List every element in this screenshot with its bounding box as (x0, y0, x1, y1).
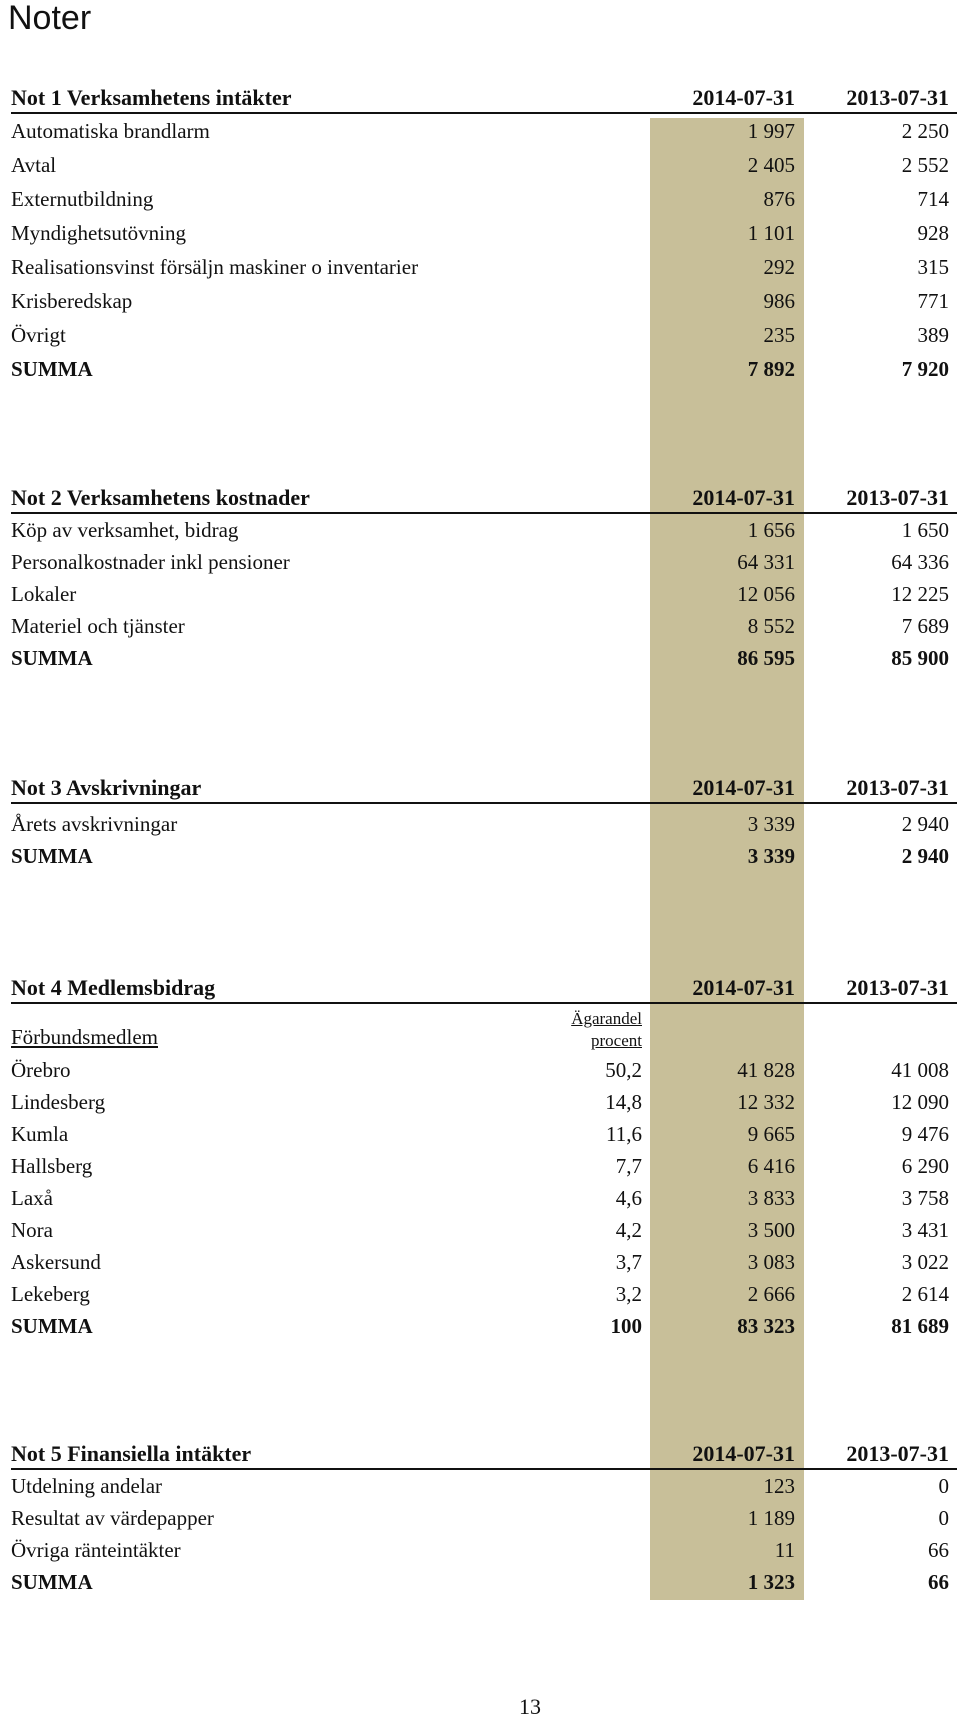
table-row (11, 1502, 957, 1534)
row-share-value: 4,2 (615, 1218, 642, 1242)
note-title: Not 3 Avskrivningar (11, 775, 202, 800)
row-share-value: 3,7 (615, 1250, 642, 1274)
share-caption-line: procent (591, 1031, 642, 1050)
row-current-value: 3 339 (747, 812, 795, 836)
sum-prior-value: 2 940 (901, 844, 949, 868)
note-5-financial-income-table (11, 1442, 957, 1598)
note-1-revenue-table (11, 86, 957, 386)
row-label: Externutbildning (11, 187, 154, 211)
row-current-value: 3 083 (747, 1250, 795, 1274)
column-header-prior: 2013-07-31 (846, 1441, 949, 1466)
row-current-value: 123 (763, 1474, 795, 1498)
row-share-value: 3,2 (615, 1282, 642, 1306)
note-3-depreciation-table (11, 776, 957, 872)
column-header-prior: 2013-07-31 (846, 85, 949, 110)
row-share-value: 11,6 (606, 1122, 642, 1146)
table-row (11, 148, 957, 182)
note-header (11, 486, 957, 514)
row-share-value: 14,8 (605, 1090, 642, 1114)
sum-prior-value: 66 (928, 1570, 949, 1594)
row-label: Lindesberg (11, 1090, 106, 1114)
row-prior-value: 3 431 (901, 1218, 949, 1242)
row-prior-value: 64 336 (891, 550, 949, 574)
row-prior-value: 1 650 (901, 518, 949, 542)
table-row (11, 1246, 957, 1278)
row-current-value: 2 405 (747, 153, 795, 177)
row-share-value: 7,7 (615, 1154, 642, 1178)
row-prior-value: 2 250 (901, 119, 949, 143)
sum-row (11, 642, 957, 674)
sum-prior-value: 7 920 (901, 357, 949, 381)
table-row (11, 546, 957, 578)
row-label: Utdelning andelar (11, 1474, 163, 1498)
row-label: Örebro (11, 1058, 71, 1082)
row-current-value: 876 (763, 187, 795, 211)
note-header (11, 1442, 957, 1470)
row-current-value: 3 833 (747, 1186, 795, 1210)
sum-label: SUMMA (11, 1570, 93, 1594)
sum-share-value: 100 (610, 1314, 642, 1338)
sum-current-value: 86 595 (737, 646, 795, 670)
row-current-value: 41 828 (737, 1058, 795, 1082)
row-label: Köp av verksamhet, bidrag (11, 518, 239, 542)
sum-current-value: 3 339 (747, 844, 795, 868)
table-row (11, 182, 957, 216)
row-prior-value: 9 476 (901, 1122, 949, 1146)
member-column-label: Förbundsmedlem (11, 1025, 158, 1049)
table-row (11, 610, 957, 642)
note-title: Not 1 Verksamhetens intäkter (11, 85, 292, 110)
row-label: Askersund (11, 1250, 101, 1274)
row-current-value: 2 666 (747, 1282, 795, 1306)
sum-prior-value: 85 900 (891, 646, 949, 670)
row-label: Övriga ränteintäkter (11, 1538, 181, 1562)
table-row (11, 1054, 957, 1086)
row-prior-value: 389 (917, 323, 949, 347)
note-2-costs-table (11, 486, 957, 674)
row-label: Myndighetsutövning (11, 221, 187, 245)
row-prior-value: 2 552 (901, 153, 949, 177)
row-current-value: 9 665 (747, 1122, 795, 1146)
note-header (11, 776, 957, 804)
row-label: Materiel och tjänster (11, 614, 185, 638)
table-row (11, 1278, 957, 1310)
table-row (11, 808, 957, 840)
sum-label: SUMMA (11, 1314, 93, 1338)
row-prior-value: 2 940 (901, 812, 949, 836)
table-row (11, 514, 957, 546)
sum-label: SUMMA (11, 844, 93, 868)
row-label: Resultat av värdepapper (11, 1506, 214, 1530)
row-share-value: 4,6 (615, 1186, 642, 1210)
row-prior-value: 315 (917, 255, 949, 279)
row-current-value: 292 (763, 255, 795, 279)
row-label: Kumla (11, 1122, 69, 1146)
row-prior-value: 6 290 (901, 1154, 949, 1178)
sum-current-value: 7 892 (747, 357, 795, 381)
row-label: Lekeberg (11, 1282, 90, 1306)
sum-row (11, 1566, 957, 1598)
row-prior-value: 928 (917, 221, 949, 245)
column-header-current: 2014-07-31 (692, 485, 795, 510)
table-row (11, 1214, 957, 1246)
table-row (11, 318, 957, 352)
row-prior-value: 12 090 (891, 1090, 949, 1114)
row-current-value: 12 332 (737, 1090, 795, 1114)
row-prior-value: 0 (938, 1474, 949, 1498)
row-current-value: 235 (763, 323, 795, 347)
note-header (11, 976, 957, 1004)
column-header-current: 2014-07-31 (692, 85, 795, 110)
note-title: Not 2 Verksamhetens kostnader (11, 485, 310, 510)
sum-row (11, 352, 957, 386)
row-label: Automatiska brandlarm (11, 119, 210, 143)
row-current-value: 6 416 (747, 1154, 795, 1178)
row-current-value: 3 500 (747, 1218, 795, 1242)
row-prior-value: 2 614 (901, 1282, 949, 1306)
row-label: Nora (11, 1218, 53, 1242)
row-label: Personalkostnader inkl pensioner (11, 550, 290, 574)
table-row (11, 1150, 957, 1182)
table-row (11, 578, 957, 610)
table-row (11, 250, 957, 284)
column-header-prior: 2013-07-31 (846, 485, 949, 510)
table-row (11, 284, 957, 318)
sum-row (11, 840, 957, 872)
page-heading: Noter (8, 0, 92, 37)
column-header-current: 2014-07-31 (692, 1441, 795, 1466)
row-label: Laxå (11, 1186, 53, 1210)
column-header-prior: 2013-07-31 (846, 775, 949, 800)
column-header-prior: 2013-07-31 (846, 975, 949, 1000)
row-current-value: 1 656 (747, 518, 795, 542)
row-prior-value: 7 689 (901, 614, 949, 638)
table-row (11, 1118, 957, 1150)
sum-row (11, 1310, 957, 1342)
table-row (11, 114, 957, 148)
row-prior-value: 66 (928, 1538, 949, 1562)
row-prior-value: 12 225 (891, 582, 949, 606)
table-row (11, 1086, 957, 1118)
table-row (11, 1182, 957, 1214)
note-title: Not 4 Medlemsbidrag (11, 975, 216, 1000)
row-current-value: 1 189 (747, 1506, 795, 1530)
member-sub-header (11, 1004, 957, 1054)
row-current-value: 11 (774, 1538, 795, 1562)
row-prior-value: 771 (917, 289, 949, 313)
row-label: Lokaler (11, 582, 77, 606)
row-current-value: 1 101 (747, 221, 795, 245)
sum-current-value: 1 323 (747, 1570, 795, 1594)
row-current-value: 986 (763, 289, 795, 313)
note-header (11, 86, 957, 114)
sum-current-value: 83 323 (737, 1314, 795, 1338)
table-row (11, 216, 957, 250)
row-label: Övrigt (11, 323, 66, 347)
row-prior-value: 41 008 (891, 1058, 949, 1082)
row-label: Krisberedskap (11, 289, 133, 313)
row-label: Avtal (11, 153, 57, 177)
share-caption-line: Ägarandel (571, 1009, 642, 1028)
page-number: 13 (519, 1694, 541, 1719)
table-row (11, 1534, 957, 1566)
row-prior-value: 0 (938, 1506, 949, 1530)
row-current-value: 8 552 (747, 614, 795, 638)
table-row (11, 1470, 957, 1502)
row-prior-value: 3 022 (901, 1250, 949, 1274)
column-header-current: 2014-07-31 (692, 975, 795, 1000)
row-current-value: 64 331 (737, 550, 795, 574)
sum-label: SUMMA (11, 357, 93, 381)
sum-prior-value: 81 689 (891, 1314, 949, 1338)
row-prior-value: 714 (917, 187, 949, 211)
row-label: Hallsberg (11, 1154, 93, 1178)
row-label: Årets avskrivningar (11, 812, 178, 836)
ownership-share-caption (571, 1008, 642, 1052)
row-current-value: 1 997 (747, 119, 795, 143)
row-label: Realisationsvinst försäljn maskiner o inventarier (11, 255, 419, 279)
note-4-member-contributions-table (11, 976, 957, 1342)
note-title: Not 5 Finansiella intäkter (11, 1441, 252, 1466)
row-prior-value: 3 758 (901, 1186, 949, 1210)
row-share-value: 50,2 (605, 1058, 642, 1082)
sum-label: SUMMA (11, 646, 93, 670)
row-current-value: 12 056 (737, 582, 795, 606)
column-header-current: 2014-07-31 (692, 775, 795, 800)
